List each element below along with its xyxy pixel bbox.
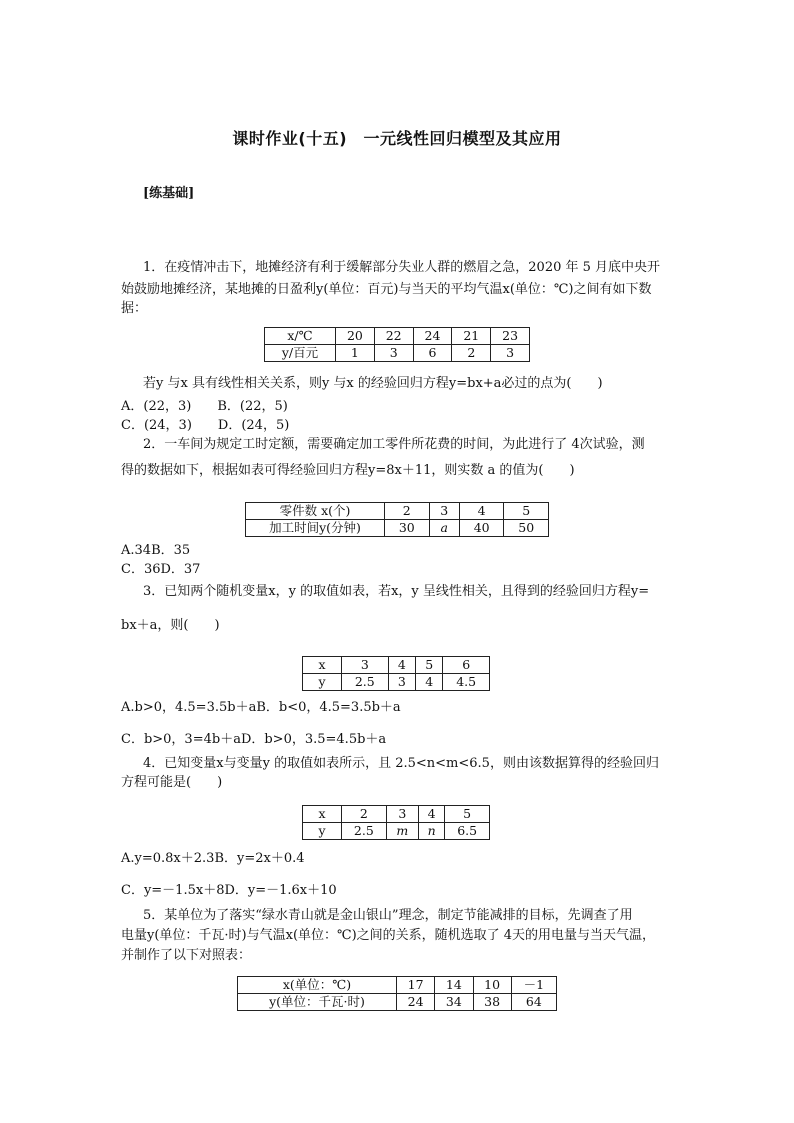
table-cell: 4.5: [443, 674, 490, 691]
q4-text-line2: 方程可能是( ): [121, 775, 223, 790]
table-cell: 4: [418, 806, 444, 823]
table-cell: n: [418, 823, 444, 840]
table-cell: 20: [336, 328, 375, 345]
table-row: [265, 328, 530, 345]
table-cell: 5: [445, 806, 490, 823]
table-cell: 64: [511, 994, 556, 1011]
q4-options-ab: A.y=0.8x＋2.3B．y=2x＋0.4: [121, 851, 305, 866]
table-cell: 40: [459, 520, 504, 537]
table-cell: 22: [374, 328, 413, 345]
table-cell: 23: [491, 328, 530, 345]
q2-text-line2: 得的数据如下，根据如表可得经验回归方程y=8x＋11，则实数 a 的值为( ): [121, 463, 575, 478]
table-cell: 2: [342, 806, 387, 823]
q1-options-cd: C．(24，3) D．(24，5): [121, 418, 290, 433]
table-row: [265, 345, 530, 362]
table-cell: 4: [459, 503, 504, 520]
table-cell: x: [303, 657, 342, 674]
table-cell: 3: [388, 674, 415, 691]
table-cell: 24: [397, 994, 435, 1011]
q5-table: [237, 976, 557, 1011]
table-cell: 3: [491, 345, 530, 362]
table-cell: y/百元: [265, 345, 336, 362]
table-cell: 38: [473, 994, 511, 1011]
q3-table: [302, 656, 490, 691]
table-row: [303, 806, 490, 823]
table-cell: y(单位：千瓦·时): [238, 994, 397, 1011]
table-row: [303, 823, 490, 840]
table-cell: 零件数 x(个): [246, 503, 385, 520]
q2-table: [245, 502, 549, 537]
table-cell: m: [386, 823, 418, 840]
table-cell: 5: [415, 657, 442, 674]
table-row: [246, 520, 549, 537]
q2-options-ab: A.34B．35: [121, 543, 191, 558]
table-cell: a: [429, 520, 459, 537]
table-cell: x/℃: [265, 328, 336, 345]
q3-text-line1: 3．已知两个随机变量x，y 的取值如表，若x，y 呈线性相关，且得到的经验回归方程y=: [143, 584, 650, 599]
q5-text-line1: 5．某单位为了落实“绿水青山就是金山银山”理念，制定节能减排的目标，先调查了用: [143, 908, 633, 923]
q1-table: [264, 327, 530, 362]
q5-text-line3: 并制作了以下对照表：: [121, 948, 252, 963]
section-heading: [练基础]: [143, 186, 195, 201]
table-cell: 2.5: [342, 823, 387, 840]
q4-text-line1: 4．已知变量x与变量y 的取值如表所示，且 2.5<n<m<6.5，则由该数据算得的经验回归: [143, 756, 659, 771]
table-row: [238, 977, 557, 994]
table-cell: 6.5: [445, 823, 490, 840]
table-cell: 50: [504, 520, 549, 537]
table-cell: 21: [452, 328, 491, 345]
table-cell: 3: [374, 345, 413, 362]
table-row: [246, 503, 549, 520]
q1-question: 若y 与x 具有线性相关关系，则y 与x 的经验回归方程y=bx+a必过的点为( ): [143, 376, 603, 391]
table-cell: 3: [429, 503, 459, 520]
table-cell: 17: [397, 977, 435, 994]
q1-text-line3: 据：: [121, 301, 148, 316]
table-cell: y: [303, 823, 342, 840]
q1-text-line2: 始鼓励地摊经济，某地摊的日盈利y(单位：百元)与当天的平均气温x(单位：℃)之间有如下数: [121, 282, 652, 297]
table-cell: 10: [473, 977, 511, 994]
table-cell: x: [303, 806, 342, 823]
q4-table: [302, 805, 490, 840]
table-cell: 3: [342, 657, 389, 674]
table-cell: 30: [385, 520, 430, 537]
table-cell: 14: [435, 977, 473, 994]
table-cell: 加工时间y(分钟): [246, 520, 385, 537]
table-cell: 5: [504, 503, 549, 520]
table-cell: 6: [443, 657, 490, 674]
q3-options-cd: C．b>0，3=4b＋aD．b>0，3.5=4.5b＋a: [121, 732, 387, 747]
q5-text-line2: 电量y(单位：千瓦·时)与气温x(单位：℃)之间的关系，随机选取了 4天的用电量与当天气温，: [121, 928, 656, 943]
table-cell: 24: [413, 328, 452, 345]
table-cell: 2: [385, 503, 430, 520]
table-row: [303, 657, 490, 674]
table-cell: x(单位：℃): [238, 977, 397, 994]
table-cell: 3: [386, 806, 418, 823]
q1-text-line1: 1．在疫情冲击下，地摊经济有利于缓解部分失业人群的燃眉之急，2020 年 5 月底中央开: [143, 260, 661, 275]
q3-text-line2: bx＋a，则( ): [121, 618, 220, 633]
q4-options-cd: C．y=－1.5x＋8D．y=－1.6x＋10: [121, 883, 337, 898]
q1-options-ab: A．(22，3) B．(22，5): [121, 399, 288, 414]
table-cell: 2.5: [342, 674, 389, 691]
table-cell: 34: [435, 994, 473, 1011]
q2-text-line1: 2．一车间为规定工时定额，需要确定加工零件所花费的时间，为此进行了 4次试验，测: [143, 437, 645, 452]
table-cell: 2: [452, 345, 491, 362]
table-cell: 6: [413, 345, 452, 362]
table-cell: 4: [415, 674, 442, 691]
page-title: 课时作业(十五) 一元线性回归模型及其应用: [232, 129, 562, 148]
table-cell: －1: [511, 977, 556, 994]
table-row: [238, 994, 557, 1011]
q3-options-ab: A.b>0，4.5=3.5b＋aB．b<0，4.5=3.5b＋a: [121, 700, 401, 715]
table-cell: y: [303, 674, 342, 691]
table-cell: 4: [388, 657, 415, 674]
table-row: [303, 674, 490, 691]
q2-options-cd: C．36D．37: [121, 562, 201, 577]
table-cell: 1: [336, 345, 375, 362]
